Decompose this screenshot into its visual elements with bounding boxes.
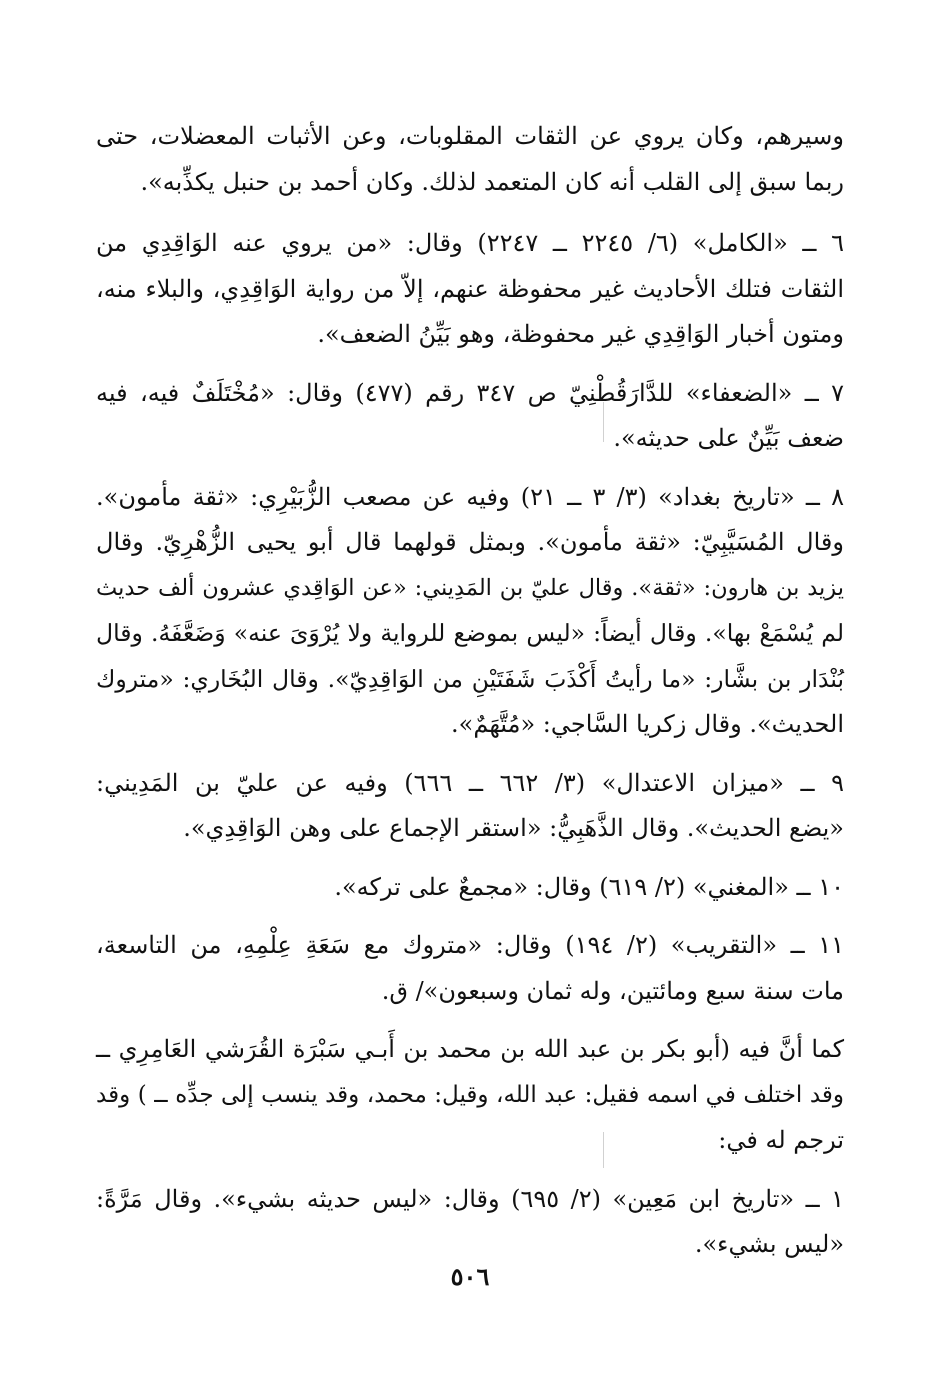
text-line: ترجم له في: (718, 1126, 844, 1154)
scan-artifact (603, 1132, 604, 1168)
text-line: ٨ ــ «تاريخ بغداد» (٣/ ٣ ــ ٢١) وفيه عن مصعب الزُّبَيْرِي: «ثقة مأمون». (96, 482, 844, 511)
text-line: الحديث». وقال زكريا السَّاجي: «مُتَّهَمٌ». (451, 710, 844, 738)
paragraph-item-8-tarikh-baghdad (96, 475, 844, 748)
text-line: ٧ ــ «الضعفاء» للدَّارَقُطْنِيّ ص ٣٤٧ رقم (٤٧٧) وقال: «مُخْتَلَفٌ فيه، فيه (96, 378, 845, 407)
text-line: ١٠ ــ «المغني» (٢/ ٦١٩) وقال: «مجمعٌ على تركه». (334, 872, 844, 901)
text-line: «ليس بشيء». (694, 1230, 844, 1258)
paragraph-abu-bakr-intro (96, 1027, 844, 1164)
text-line: مات سنة سبع ومائتين، وله ثمان وسبعون»/ ق. (381, 976, 844, 1005)
text-line: ٦ ــ «الكامل» (٦/ ٢٢٤٥ ــ ٢٢٤٧) وقال: «من يروي عنه الوَاقِدِي من (96, 229, 844, 257)
paragraph-intro-continuation (96, 114, 844, 205)
paragraph-item-7-duafa (96, 371, 844, 462)
text-line: كما أنَّ فيه (أبو بكر بن عبد الله بن محمد بن أَبـي سَبْرَة القُرَشي العَامِرِي ــ (96, 1035, 845, 1063)
paragraph-item-10-mughni (96, 865, 844, 911)
text-line: الثقات فتلك الأحاديث غير محفوظة عنهم، إلاّ من رواية الوَاقِدِي، والبلاء منه، (96, 274, 844, 303)
text-line: وقد اختلف في اسمه فقيل: عبد الله، وقيل: محمد، وقد ينسب إلى جدِّه ــ ) وقد (96, 1081, 844, 1108)
text-line: وقال المُسَيَّبِيّ: «ثقة مأمون». وبمثل قولهما قال أبو يحيى الزُّهْرِيّ. وقال (96, 528, 844, 556)
text-line: وسيرهم، وكان يروي عن الثقات المقلوبات، وعن الأثبات المعضلات، حتى (96, 122, 844, 150)
paragraph-item-9-mizan (96, 761, 844, 852)
text-line: ربما سبق إلى القلب أنه كان المتعمد لذلك. وكان أحمد بن حنبل يكذِّبه». (140, 167, 844, 196)
text-line: لم يُسْمَعْ بها». وقال أيضاً: «ليس بموضع للرواية ولا يُرْوَىَ عنه» وَضَعَّفَهُ. وقال (96, 619, 844, 647)
text-line: «يضع الحديث». وقال الذَّهَبِيُّ: «استقر الإجماع على وهن الوَاقِدِي». (183, 814, 844, 842)
page-number: ٥٠٦ (450, 1262, 490, 1291)
text-line: ٩ ــ «ميزان الاعتدال» (٣/ ٦٦٢ ــ ٦٦٦) وفيه عن عليّ بن المَدِيني: (96, 768, 845, 797)
text-line: ١ ــ «تاريخ ابن مَعِين» (٢/ ٦٩٥) وقال: «ليس حديثه بشيء». وقال مَرَّةً: (96, 1184, 845, 1213)
text-line: ضعف بَيِّنٌ على حديثه». (613, 424, 844, 452)
text-line: ١١ ــ «التقريب» (٢/ ١٩٤) وقال: «متروك مع سَعَةِ عِلْمِهِ، من التاسعة، (96, 931, 845, 959)
paragraph-item-6-kamil (96, 221, 844, 358)
text-line: يزيد بن هارون: «ثقة». وقال عليّ بن المَدِيني: «عن الوَاقِدي عشرون ألف حديث (96, 574, 844, 601)
text-line: بُنْدَار بن بشَّار: «ما رأيتُ أَكْذَبَ شَفَتَيْنِ من الوَاقِدِيّ». وقال البُخَاري: «متروك (96, 664, 844, 693)
paragraph-item-1-ibn-main (96, 1177, 844, 1268)
scan-artifact (603, 402, 604, 442)
page-body (96, 114, 844, 1281)
paragraph-item-11-taqrib (96, 923, 844, 1014)
text-line: ومتون أخبار الوَاقِدِي غير محفوظة، وهو بَيِّنُ الضعف». (317, 320, 844, 348)
